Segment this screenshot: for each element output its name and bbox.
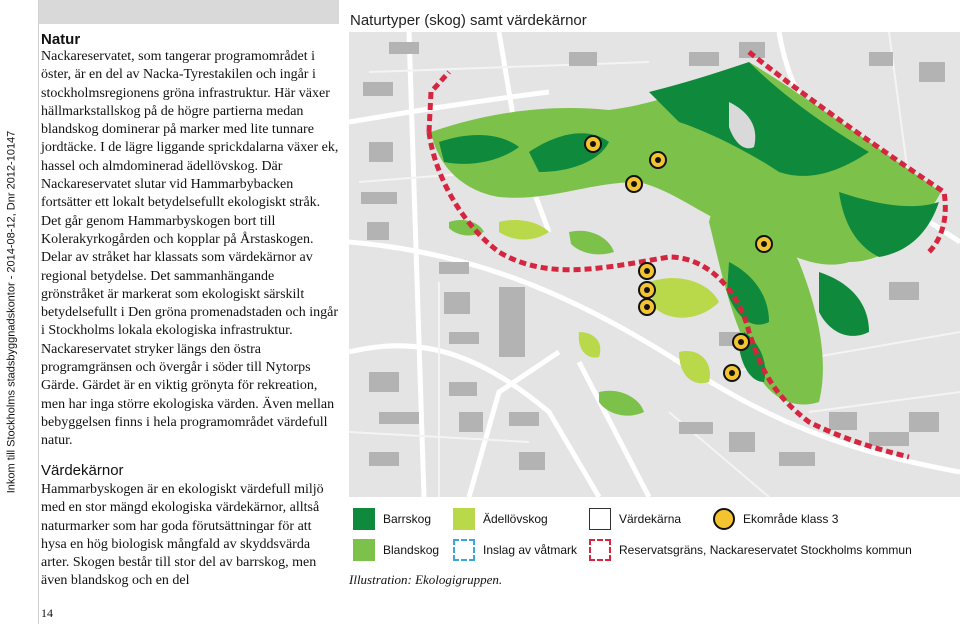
map-legend <box>349 505 960 565</box>
side-note-text: Inkom till Stockholms stadsbyggnadskontor - 2014-08-12, Dnr 2012-10147 <box>5 130 17 494</box>
blandskog-swatch <box>353 539 375 561</box>
legend-barrskog <box>353 508 431 530</box>
text-column <box>38 0 337 624</box>
legend-reservat-label: Reservatsgräns, Nackareservatet Stockholms kommun <box>619 543 912 557</box>
paragraph-vardekarnor: Hammarbyskogen är en ekologiskt värdefull miljö med en stor mängd ekologiska värdekärnor, alltså naturmarker som har goda förutsättningar för att hysa en hög biologisk mångfald av skyddsvärda arter. Skogen består till stor del av barrskog, men även blandskog och en del <box>41 482 324 589</box>
legend-ekomrade <box>713 508 838 530</box>
ekomrade-swatch <box>713 508 735 530</box>
legend-vardekarna-label: Värdekärna <box>619 512 682 526</box>
reservat-swatch <box>589 539 611 561</box>
legend-vatmark-label: Inslag av våtmark <box>483 543 578 557</box>
legend-adellovskog <box>453 508 548 530</box>
map-title: Naturtyper (skog) samt värdekärnor <box>350 12 587 29</box>
header-bar <box>39 0 339 24</box>
legend-barrskog-label: Barrskog <box>383 512 432 526</box>
legend-blandskog <box>353 539 439 561</box>
nature-map <box>349 32 960 497</box>
legend-vardekarna <box>589 508 681 530</box>
legend-adellovskog-label: Ädellövskog <box>483 512 548 526</box>
heading-vardekarnor: Värdekärnor <box>41 462 124 479</box>
heading-natur: Natur <box>41 31 81 48</box>
page-number: 14 <box>41 606 53 620</box>
side-note <box>0 0 22 624</box>
barrskog-swatch <box>353 508 375 530</box>
legend-blandskog-label: Blandskog <box>383 543 440 557</box>
legend-ekomrade-label: Ekområde klass 3 <box>743 512 839 526</box>
vardekarna-swatch <box>589 508 611 530</box>
legend-reservat <box>589 539 912 561</box>
legend-vatmark <box>453 539 577 561</box>
map-svg <box>349 32 960 497</box>
paragraph-natur: Nackareservatet, som tangerar programområdet i öster, är en del av Nacka-Tyrestakilen och ingår i stockholmsregionens gröna infrastruktur. Här växer hällmarkstallskog på de högre partierna medan blandskog dominerar på marker med lite tunnare jordtäcke. I de lägre liggande sprickdalarna växer ek, hassel och almdominerad ädellövskog. Där Nackareservatet slutar vid Hammarbybacken fortsätter ett lokalt betydelsefullt ekologiskt stråk. Det går genom Hammarbyskogen bort till Kolerakyrkogården och kopplar på Årstaskogen. Delar av stråket har klassats som värdekärnor av regional betydelse. Det sammanhängande grönstråket är markerat som ekologiskt särskilt betydelsefullt i Den gröna promenadstaden och ingår i Stockholms lokala ekologiska infrastruktur. Nackareservatet stryker längs den östra programgränsen och övergår i söder till Nytorps Gärde. Gärdet är en viktig grönyta för rekreation, men har inga större ekologiska värden. Även mellan bebyggelsen finns i hela programområdet värdefull natur. <box>41 49 339 449</box>
illustration-credit: Illustration: Ekologigruppen. <box>349 572 503 587</box>
vatmark-swatch <box>453 539 475 561</box>
adellovskog-swatch <box>453 508 475 530</box>
